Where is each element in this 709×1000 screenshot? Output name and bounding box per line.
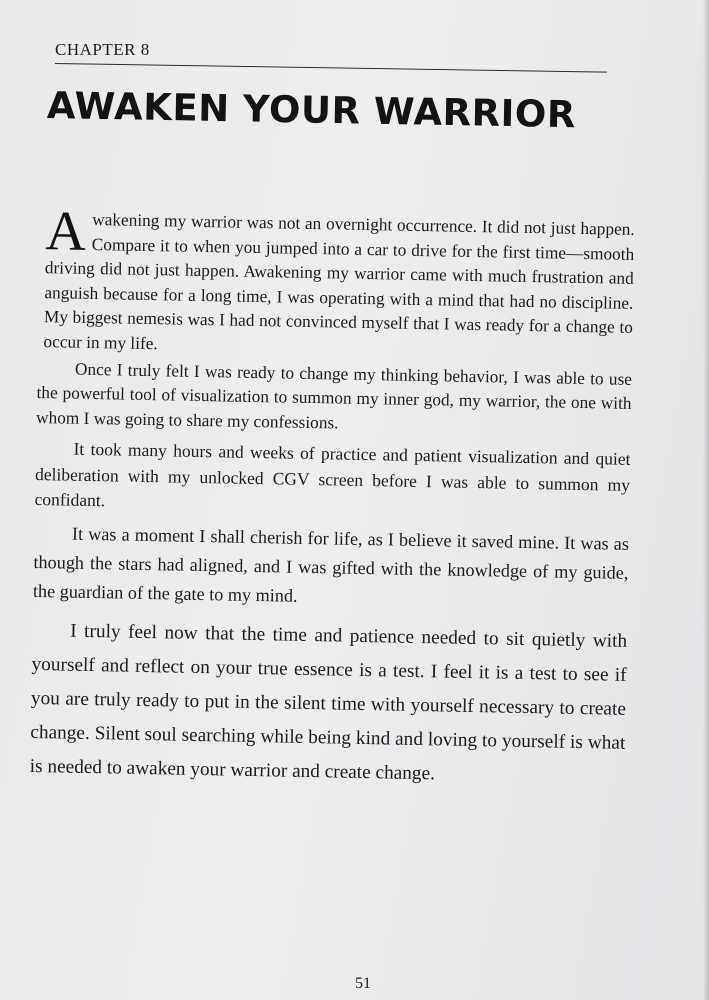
chapter-divider	[55, 63, 607, 73]
paragraph-5: I truly feel now that the time and patience needed to sit quietly with yourself and reflect on your true essence is a test. I feel it is a test to see if you are truly ready to put in the silent time with yourself necessary to create change. Silent soul searching while being kind and loving to yourself is what is needed to awaken your warrior and create change.	[29, 620, 628, 784]
drop-cap: A	[44, 200, 87, 263]
page-edge-shadow	[703, 0, 709, 1000]
page-number: 51	[355, 975, 371, 992]
chapter-body	[29, 200, 635, 794]
paragraph-3: It took many hours and weeks of practice and patient visualization and quiet deliberation with my unlocked CGV screen before I was able to summon my confidant.	[34, 439, 631, 511]
paragraph-4: It was a moment I shall cherish for life, as I believe it saved mine. It was as though the stars had aligned, and I was gifted with the knowledge of my guide, the guardian of the gate to my mind.	[32, 523, 630, 606]
paragraph-2: Once I truly felt I was ready to change my thinking behavior, I was able to use the powerful tool of visualization to summon my inner god, my warrior, the one with whom I was going to share my confessions.	[35, 359, 633, 433]
paragraph-1	[37, 200, 635, 365]
chapter-label: CHAPTER 8	[55, 40, 150, 59]
paragraph-1-text: wakening my warrior was not an overnight occurrence. It did not just happen. Compare it to when you jumped into a car to drive for the first time—smooth driving did not just happen. Awakening my warrior came with much frustration and anguish because for a long time, I was operating with a mind that had no discipline. My biggest nemesis was I had not convinced myself that I was ready for a change to occur in my life.	[43, 209, 635, 354]
chapter-title: AWAKEN YOUR WARRIOR	[46, 84, 577, 137]
